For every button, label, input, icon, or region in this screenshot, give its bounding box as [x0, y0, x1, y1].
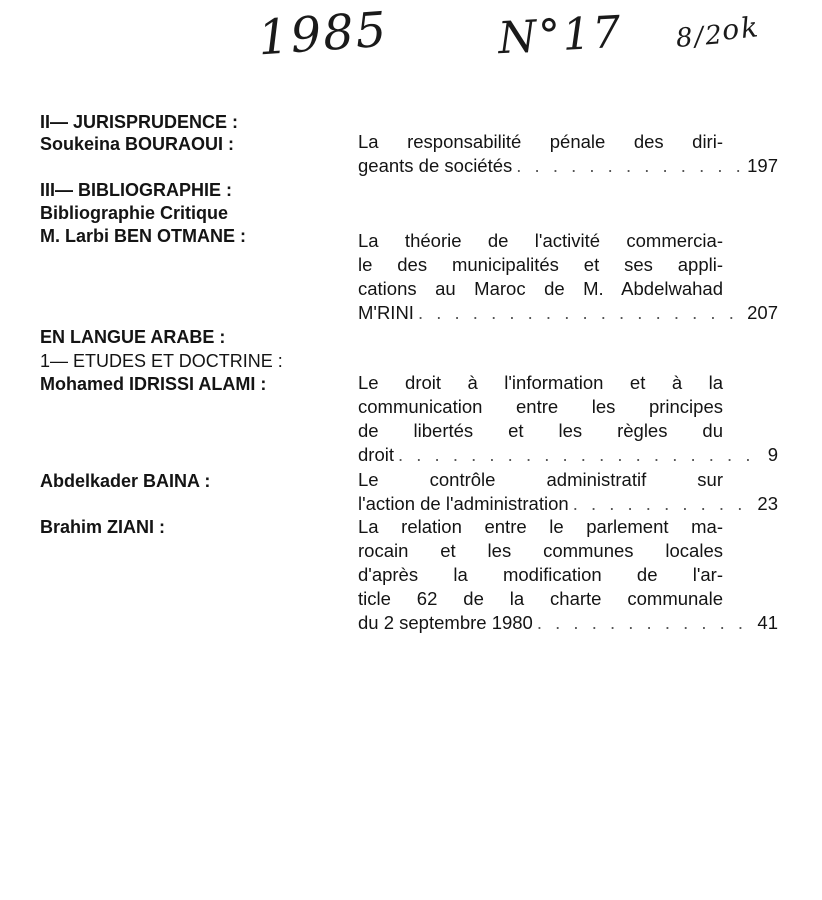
dot-leader — [414, 301, 747, 325]
entry-line: droit — [358, 444, 394, 465]
page-number: 41 — [757, 612, 778, 633]
page-number: 197 — [747, 155, 778, 176]
toc-entry-activite-commerciale — [358, 229, 778, 325]
entry-line: communication entre les principes — [358, 396, 723, 417]
toc-entry-relation-parlement — [358, 515, 778, 635]
entry-line: Le contrôle administratif sur — [358, 469, 723, 490]
entry-line: de libertés et les règles du — [358, 420, 723, 441]
entry-line: La relation entre le parlement ma- — [358, 516, 723, 537]
subsection-etudes-doctrine: 1— ETUDES ET DOCTRINE : — [40, 351, 283, 371]
toc-entry-droit-information — [358, 371, 778, 467]
page-number: 23 — [757, 493, 778, 514]
author-baina: Abdelkader BAINA : — [40, 471, 211, 491]
entry-line: d'après la modification de l'ar- — [358, 564, 723, 585]
toc-entry-controle-administratif — [358, 468, 778, 516]
page-number: 9 — [767, 444, 778, 465]
dot-leader — [533, 611, 758, 635]
entry-line: ticle 62 de la charte communale — [358, 588, 723, 609]
dot-leader — [512, 154, 747, 178]
entry-line: M'RINI — [358, 302, 414, 323]
author-ziani: Brahim ZIANI : — [40, 517, 166, 537]
author-ben-otmane: M. Larbi BEN OTMANE : — [40, 226, 246, 246]
handwritten-issue-number: N°17 — [496, 6, 624, 65]
toc-entry-responsabilite-penale — [358, 130, 778, 178]
entry-last-line — [358, 301, 778, 325]
dot-leader — [394, 443, 763, 467]
entry-last-line — [358, 492, 778, 516]
section-heading-jurisprudence: II— JURISPRUDENCE : — [40, 112, 239, 132]
dot-leader — [569, 492, 758, 516]
entry-last-line — [358, 154, 778, 178]
entry-line: cations au Maroc de M. Abdelwahad — [358, 278, 723, 299]
author-bouraoui: Soukeina BOURAOUI : — [40, 134, 235, 154]
page-number: 207 — [747, 302, 778, 323]
entry-line: le des municipalités et ses appli- — [358, 254, 723, 275]
entry-line: geants de sociétés — [358, 155, 513, 176]
entry-line: La responsabilité pénale des diri- — [358, 131, 723, 152]
entry-line: l'action de l'administration — [358, 493, 569, 514]
entry-line: rocain et les communes locales — [358, 540, 723, 561]
handwritten-year: 1985 — [256, 1, 390, 67]
author-idrissi-alami: Mohamed IDRISSI ALAMI : — [40, 374, 267, 394]
entry-line: du 2 septembre 1980 — [358, 612, 533, 633]
entry-last-line — [358, 611, 778, 635]
entry-line: La théorie de l'activité commercia- — [358, 230, 723, 251]
handwritten-fraction: 8/2 — [674, 19, 726, 55]
section-heading-bibliographie: III— BIBLIOGRAPHIE : — [40, 180, 233, 200]
subsection-bibliographie-critique: Bibliographie Critique — [40, 203, 229, 223]
entry-line: Le droit à l'information et à la — [358, 372, 723, 393]
handwritten-ok-mark: ok — [720, 10, 762, 47]
entry-last-line — [358, 443, 778, 467]
section-heading-langue-arabe: EN LANGUE ARABE : — [40, 327, 226, 347]
